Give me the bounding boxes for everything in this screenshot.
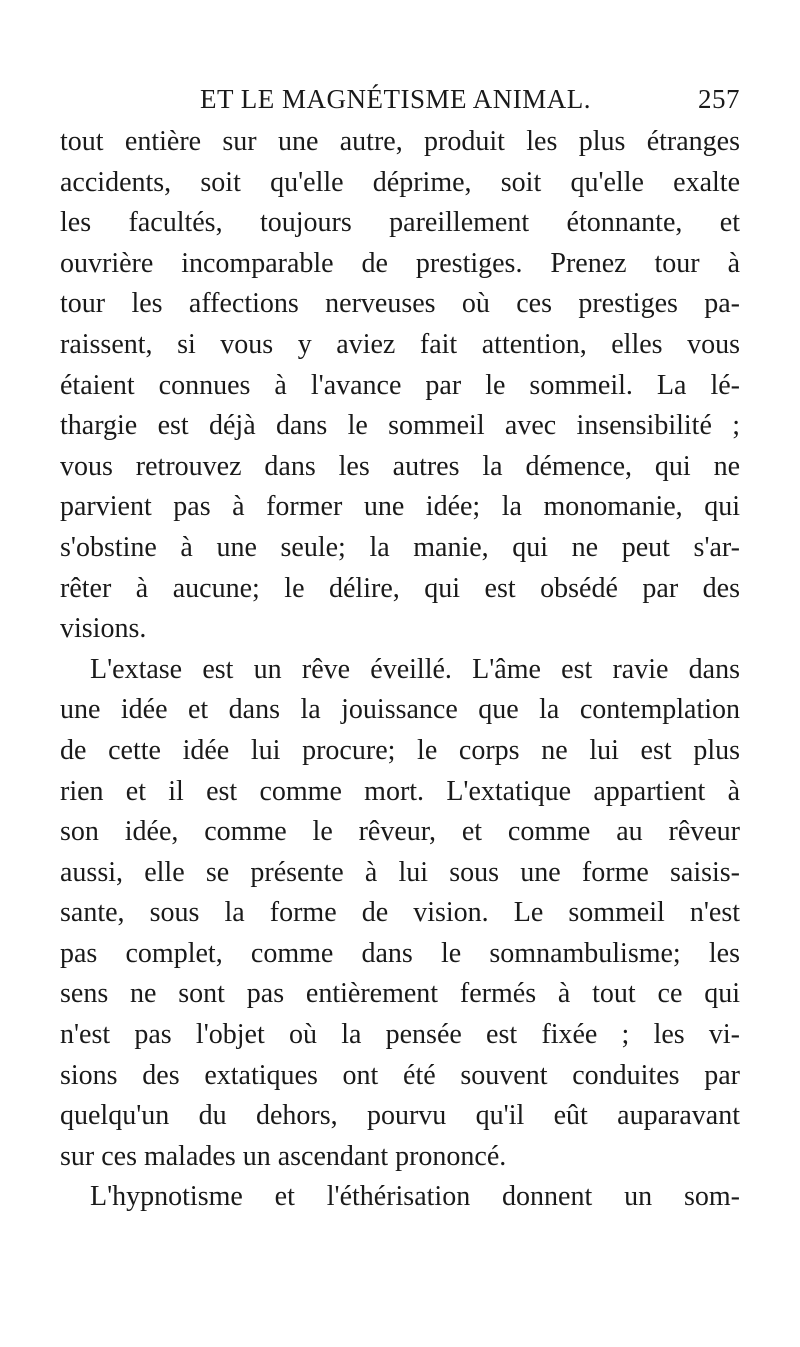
text-line: sante, sous la forme de vision. Le sommeil n'est bbox=[60, 897, 740, 929]
text-line: une idée et dans la jouissance que la contemplation bbox=[60, 694, 740, 726]
text-line: aussi, elle se présente à lui sous une forme saisis- bbox=[60, 856, 740, 888]
text-body bbox=[60, 122, 740, 1218]
text-line: sions des extatiques ont été souvent conduites par bbox=[60, 1059, 740, 1091]
text-line: L'hypnotisme et l'éthérisation donnent un som- bbox=[90, 1181, 740, 1213]
text-line: raissent, si vous y aviez fait attention, elles vous bbox=[60, 328, 740, 360]
text-line: accidents, soit qu'elle déprime, soit qu'elle exalte bbox=[60, 166, 740, 198]
text-line: de cette idée lui procure; le corps ne lui est plus bbox=[60, 734, 740, 766]
text-line: n'est pas l'objet où la pensée est fixée ; les vi- bbox=[60, 1019, 740, 1051]
text-line: pas complet, comme dans le somnambulisme; les bbox=[60, 937, 740, 969]
page-number: 257 bbox=[698, 84, 740, 114]
text-line: quelqu'un du dehors, pourvu qu'il eût auparavant bbox=[60, 1100, 740, 1132]
text-line: tout entière sur une autre, produit les plus étranges bbox=[60, 126, 740, 157]
text-line: s'obstine à une seule; la manie, qui ne peut s'ar- bbox=[60, 531, 740, 563]
text-line: les facultés, toujours pareillement étonnante, et bbox=[60, 207, 740, 239]
text-line: son idée, comme le rêveur, et comme au rêveur bbox=[60, 816, 740, 848]
text-line: sens ne sont pas entièrement fermés à tout ce qui bbox=[60, 978, 740, 1010]
text-line: rien et il est comme mort. L'extatique appartient à bbox=[60, 775, 740, 807]
running-title: ET LE MAGNÉTISME ANIMAL. bbox=[200, 84, 591, 114]
text-line: étaient connues à l'avance par le sommeil. La lé- bbox=[60, 369, 740, 401]
running-head bbox=[60, 84, 740, 118]
text-line: vous retrouvez dans les autres la démence, qui ne bbox=[60, 450, 740, 482]
text-line: ouvrière incomparable de prestiges. Prenez tour à bbox=[60, 247, 740, 279]
text-line: visions. bbox=[60, 613, 147, 645]
text-line: rêter à aucune; le délire, qui est obsédé par des bbox=[60, 572, 740, 604]
text-line: L'extase est un rêve éveillé. L'âme est ravie dans bbox=[90, 653, 740, 685]
text-line: thargie est déjà dans le sommeil avec insensibilité ; bbox=[60, 410, 740, 442]
text-line: tour les affections nerveuses où ces prestiges pa- bbox=[60, 288, 740, 320]
text-line: parvient pas à former une idée; la monomanie, qui bbox=[60, 491, 740, 523]
text-line: sur ces malades un ascendant prononcé. bbox=[60, 1140, 507, 1172]
